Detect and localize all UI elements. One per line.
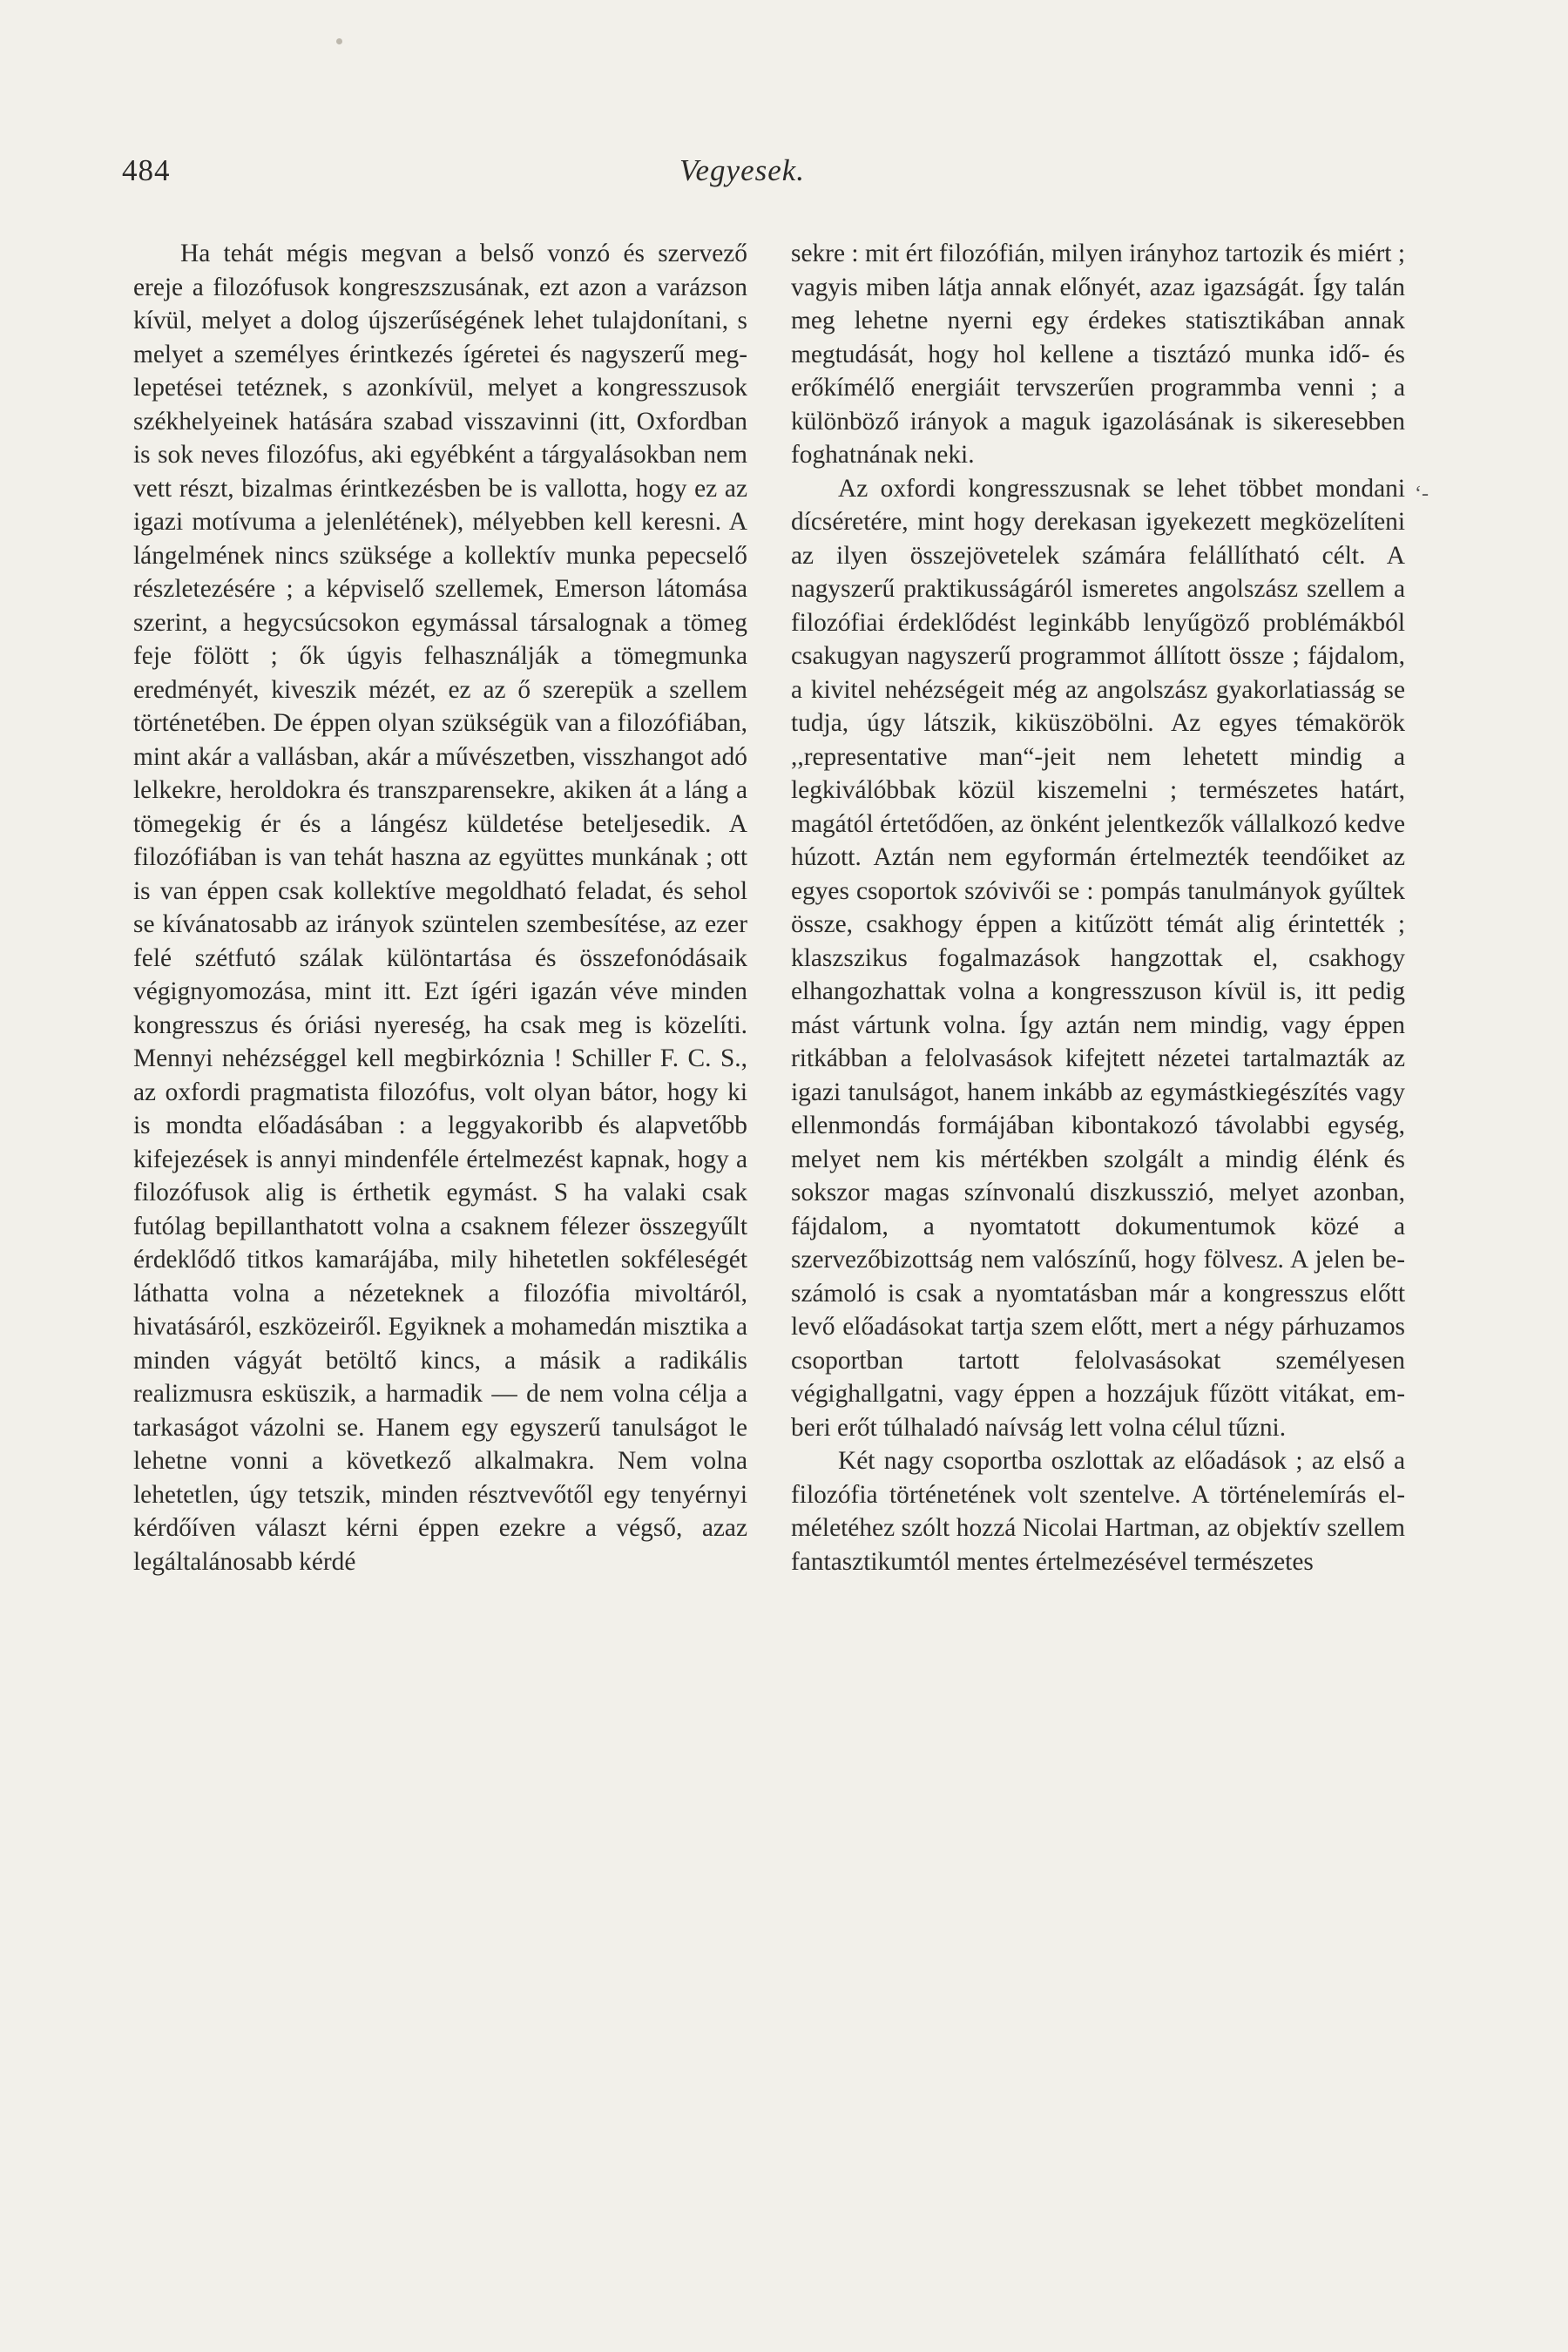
paper-speck-mark [336, 38, 342, 44]
margin-mark: ‘- [1415, 483, 1429, 505]
page-number: 484 [122, 153, 171, 187]
running-head: Vegyesek. [679, 153, 806, 187]
left-column [133, 237, 747, 1578]
right-paragraph-3: Két nagy csoportba oszlottak az előadások ; az első a filozófia történetének volt szentelve. A történelemírás elméletéhez szólt hozzá Nicolai Hartman, az objektív szellem fantasztikumtól mentes értelmezésével természetes [791, 1447, 1405, 1576]
right-column [791, 237, 1405, 1578]
right-paragraph-1: sekre : mit ért filozófián, milyen irányhoz tartozik és miért ; vagyis miben látja annak előnyét, azaz igazságát. Így talán meg lehetne nyerni egy érdekes statisztikában annak megtudását, hogy hol kellene a tisztázó munka idő- és erőkímélő energiáit tervszerűen programmba venni ; a különböző irányok a maguk igazolásának is sikeresebben foghatnának neki. [791, 240, 1405, 469]
left-paragraph-1: Ha tehát mégis megvan a belső vonzó és szervező ereje a filozófusok kongreszszusának, ezt azon a varázson kívül, melyet a dolog újszerűségének lehet tulajdonítani, s melyet a személyes érintkezés ígéretei és nagyszerű meglepetései tetéznek, s azonkívül, melyet a kongresszusok székhelyeinek hatására szabad visszavinni (itt, Oxfordban is sok neves filozófus, aki egyébként a tárgyalásokban nem vett részt, bizalmas érintkezésben be is vallotta, hogy ez az igazi motívuma a jelenlétének), mélyebben kell keresni. A lángelmének nincs szüksége a kollektív munka pepecselő részletezésére ; a képviselő szellemek, Emerson látomása szerint, a hegycsúcsokon egymással társalognak a tömeg feje fölött ; ők úgyis felhasználják a tömegmunka eredményét, kiveszik mézét, ez az ő szerepük a szellem történetében. De éppen olyan szükségük van a filozófiában, mint akár a vallásban, akár a művészetben, visszhangot adó lelkekre, heroldokra és transzparensekre, akiken át a láng a tömegekig ér és a lángész küldetése beteljesedik. A filozófiában is van tehát haszna az együttes munkának ; ott is van éppen csak kollektíve megoldható feladat, és sehol se kívánatosabb az irányok szüntelen szembesítése, az ezer felé szétfutó szálak különtartása és összefonódásaik végignyomozása, mint itt. Ezt ígéri igazán véve minden kongresszus és óriási nyereség, ha csak meg is közelíti. Mennyi nehézséggel kell megbirkóznia ! Schiller F. C. S., az oxfordi pragmatista filozófus, volt olyan bátor, hogy ki is mondta előadásában : a leggyakoribb és alapvetőbb kifejezések is annyi mindenféle értelmezést kapnak, hogy a filozófusok alig is érthetik egymást. S ha valaki csak futólag bepillanthatott volna a csaknem félezer összegyűlt érdeklődő titkos kamarájába, mily hihetetlen sokféleségét láthatta volna a nézeteknek a filozófia mivoltáról, hivatásáról, eszközeiről. Egyiknek a mohamedán misztika a minden vágyát betöltő kincs, a másik a radikális realizmusra esküszik, a harmadik — de nem volna célja a tarkaságot vázolni se. Hanem egy egyszerű tanulságot le lehetne vonni a következő alkalmakra. Nem volna lehetetlen, úgy tetszik, minden résztvevőtől egy tenyérnyi kérdőíven választ kérni éppen ezekre a végső, azaz legáltalánosabb kérdé [133, 240, 747, 1576]
right-paragraph-2: Az oxfordi kongresszusnak se lehet többet mondani dícséretére, mint hogy derekasan igyekezett megközelíteni az ilyen összejövetelek számára felállítható célt. A nagyszerű praktikusságáról ismeretes angolszász szellem a filozófiai érdeklődést leginkább lenyűgöző problémákból csakugyan nagyszerű programmot állított össze ; fájdalom, a kivitel nehézségeit még az angolszász gyakorlatiasság se tudja, úgy látszik, kiküszöbölni. Az egyes témakörök ,,representative man“-jeit nem lehetett mindig a legkiválóbbak közül kiszemelni ; természetes határt, magától értetődően, az önként jelentkezők vállalkozó kedve húzott. Aztán nem egyformán értelmezték teendőiket az egyes csoportok szóvivői se : pompás tanulmányok gyűltek össze, csakhogy éppen a kitűzött témát alig érintették ; klaszszikus fogalmazások hangzottak el, csakhogy elhangozhattak volna a kongresszuson kívül is, itt pedig mást vártunk volna. Így aztán nem mindig, vagy éppen ritkábban a felolvasások kifejtett nézetei tartalmazták az igazi tanulságot, hanem inkább az egymástkiegészítés vagy ellenmondás formájában kibontakozó távolabbi egység, melyet nem kis mértékben szolgált a mindig élénk és sokszor magas színvonalú diszkusszió, melyet azonban, fájdalom, a nyomtatott dokumentumok közé a szervezőbizottság nem valószínű, hogy fölvesz. A jelen beszámoló is csak a nyomtatásban már a kongresszus előtt levő előadásokat tartja szem előtt, mert a négy párhuzamos csoportban tartott felolvasásokat személyesen végighallgatni, vagy éppen a hozzájuk fűzött vitákat, emberi erőt túlhaladó naívság lett volna célul tűzni. [791, 474, 1405, 1442]
page-header [122, 153, 1402, 206]
